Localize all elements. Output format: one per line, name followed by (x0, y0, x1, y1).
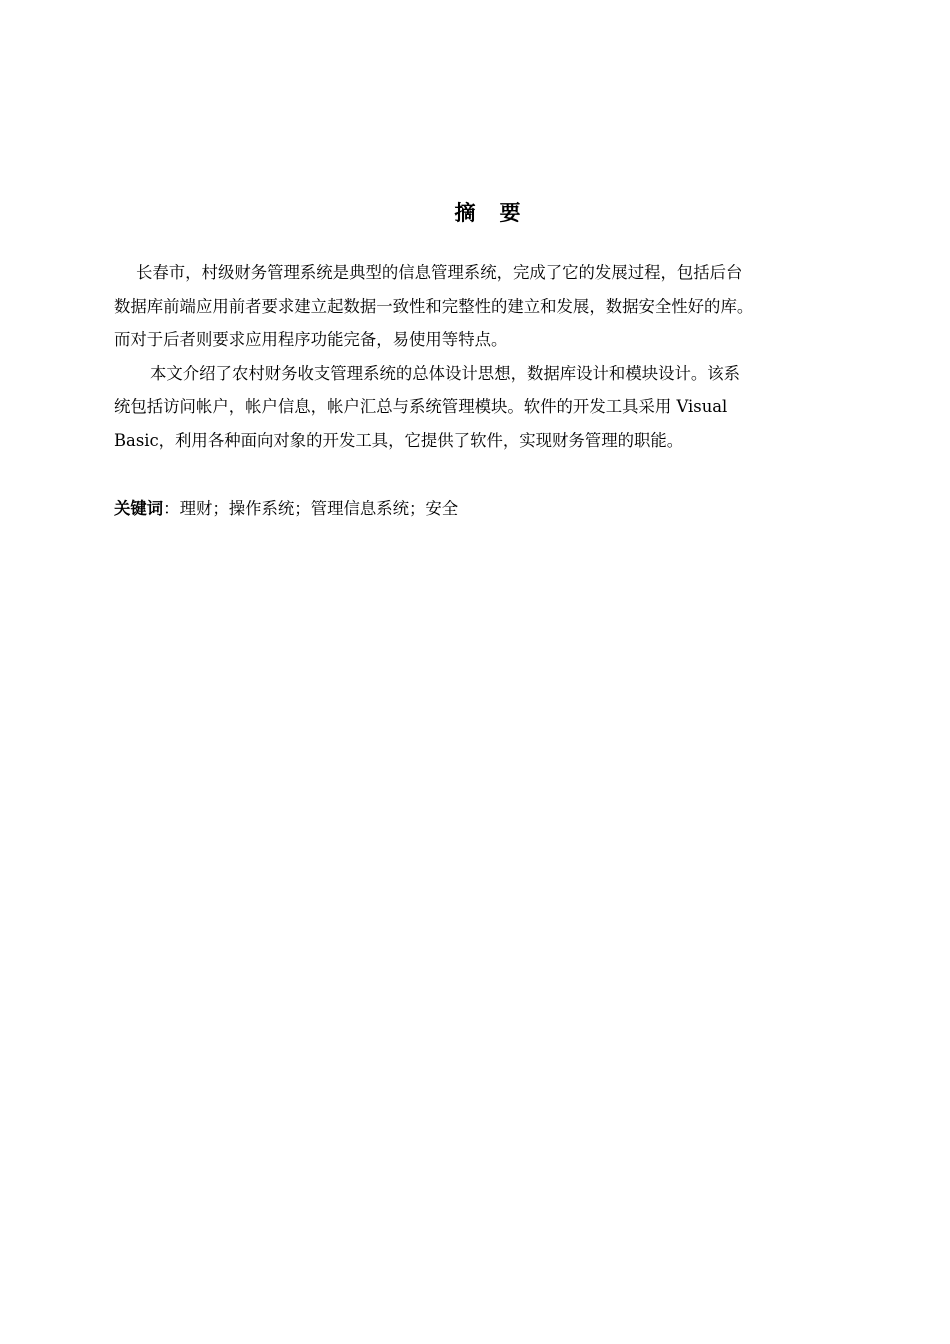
keywords-label: 关键词 (114, 499, 164, 518)
keywords-line (114, 494, 458, 524)
paragraph-2-line-1: 本文介绍了农村财务收支管理系统的总体设计思想，数据库设计和模块设计。该系 (150, 363, 741, 383)
abstract-body (114, 256, 874, 457)
abstract-title (0, 198, 950, 228)
abstract-paragraph-1 (114, 256, 874, 357)
abstract-title-char-1: 摘 (454, 201, 476, 225)
paragraph-1-line-3: 而对于后者则要求应用程序功能完备，易使用等特点。 (114, 330, 508, 349)
paragraph-1-line-1: 长春市，村级财务管理系统是典型的信息管理系统，完成了它的发展过程，包括后台 (136, 263, 743, 282)
paragraph-1-line-2: 数据库前端应用前者要求建立起数据一致性和完整性的建立和发展，数据安全性好的库。 (114, 296, 754, 316)
paragraph-2-line-2: 统包括访问帐户，帐户信息，帐户汇总与系统管理模块。软件的开发工具采用 Visual (114, 397, 728, 416)
keywords-value: 理财；操作系统；管理信息系统；安全 (179, 499, 459, 518)
abstract-title-char-2: 要 (499, 201, 521, 225)
keywords-separator: ： (163, 499, 180, 518)
paragraph-2-line-3: Basic，利用各种面向对象的开发工具，它提供了软件，实现财务管理的职能。 (114, 430, 684, 450)
abstract-paragraph-2 (114, 357, 874, 458)
